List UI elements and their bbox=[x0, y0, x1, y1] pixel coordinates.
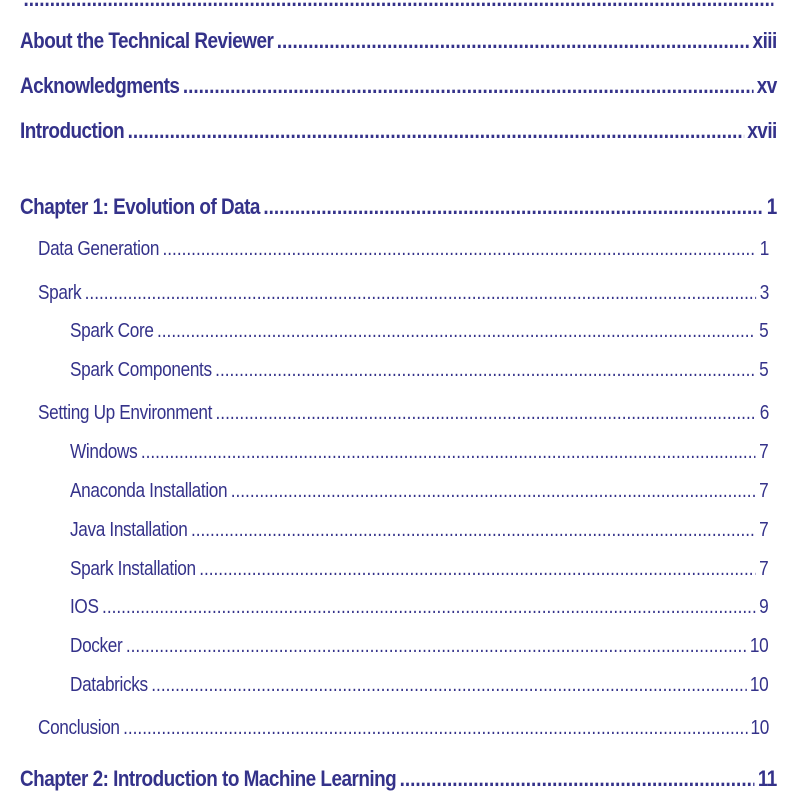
toc-page-number: 10 bbox=[749, 674, 769, 696]
toc-leader bbox=[183, 73, 753, 99]
toc-entry-java-installation[interactable] bbox=[70, 519, 768, 542]
toc-leader bbox=[128, 118, 744, 144]
toc-leader bbox=[126, 635, 747, 658]
toc-entry-label: About the Technical Reviewer bbox=[20, 28, 274, 53]
toc-entry-spark[interactable] bbox=[38, 282, 769, 305]
toc-entry-label: Spark Components bbox=[70, 359, 212, 381]
toc-entry-label: Chapter 2: Introduction to Machine Learning bbox=[20, 766, 397, 791]
toc-page-number: 3 bbox=[759, 282, 769, 304]
toc-entry-spark-core[interactable] bbox=[70, 320, 768, 343]
toc-entry-label: Docker bbox=[70, 635, 123, 657]
toc-page-number: 7 bbox=[759, 558, 769, 580]
toc-page-number: 10 bbox=[749, 635, 769, 657]
toc-entry-label: Introduction bbox=[20, 118, 125, 143]
toc-entry-acknowledgments[interactable] bbox=[20, 73, 777, 99]
toc-entry-label: Anaconda Installation bbox=[70, 480, 228, 502]
toc-entry-introduction[interactable] bbox=[20, 118, 777, 144]
toc-entry-label: Conclusion bbox=[38, 717, 120, 739]
toc-entry-label: Spark Installation bbox=[70, 558, 196, 580]
toc-page-number: 1 bbox=[766, 194, 777, 219]
toc-entry-anaconda-installation[interactable] bbox=[70, 480, 768, 503]
toc-page-number: 10 bbox=[750, 717, 769, 739]
toc-leader bbox=[102, 596, 756, 619]
toc-page-number: 9 bbox=[759, 596, 769, 618]
toc-entry-label: Data Generation bbox=[38, 238, 160, 260]
toc-entry-label: Windows bbox=[70, 441, 138, 463]
toc-entry-label: Spark bbox=[38, 282, 82, 304]
toc-leader bbox=[199, 558, 755, 581]
toc-leader bbox=[215, 359, 755, 382]
toc-entry-conclusion[interactable] bbox=[38, 717, 769, 740]
toc-entry-data-generation[interactable] bbox=[38, 238, 769, 261]
toc-page-number: 6 bbox=[759, 402, 769, 424]
toc-page-number: 7 bbox=[759, 519, 769, 541]
toc-entry-label: Setting Up Environment bbox=[38, 402, 213, 424]
toc-entry-label: Databricks bbox=[70, 674, 148, 696]
toc-page-number: 1 bbox=[759, 238, 769, 260]
toc-entry-setting-up-environment[interactable] bbox=[38, 402, 769, 425]
toc-leader bbox=[277, 28, 749, 54]
toc-leader bbox=[141, 441, 756, 464]
toc-entry-databricks[interactable] bbox=[70, 674, 768, 697]
toc-entry-label: Java Installation bbox=[70, 519, 188, 541]
toc-leader bbox=[151, 674, 746, 697]
toc-page-number: 11 bbox=[757, 766, 777, 791]
toc-leader bbox=[216, 402, 757, 425]
toc-entry-spark-installation[interactable] bbox=[70, 558, 768, 581]
toc-entry-label: IOS bbox=[70, 596, 99, 618]
toc-entry-label: Acknowledgments bbox=[20, 73, 180, 98]
toc-leader bbox=[23, 0, 773, 12]
toc-leader bbox=[162, 238, 756, 261]
toc-leader bbox=[123, 717, 747, 740]
toc-page-number: 7 bbox=[759, 480, 769, 502]
toc-leader bbox=[157, 320, 756, 343]
toc-entry-about-technical-reviewer[interactable] bbox=[20, 28, 777, 54]
toc-leader bbox=[231, 480, 756, 503]
toc-entry-chapter-1[interactable] bbox=[20, 194, 777, 220]
toc-page-number: xiii bbox=[752, 28, 777, 53]
cut-off-toc-row bbox=[20, 0, 777, 12]
toc-entry-label: Spark Core bbox=[70, 320, 154, 342]
toc-leader bbox=[400, 766, 755, 792]
toc-leader bbox=[191, 519, 756, 542]
toc-entry-windows[interactable] bbox=[70, 441, 768, 464]
toc-entry-label: Chapter 1: Evolution of Data bbox=[20, 194, 260, 219]
toc-page-number: xvii bbox=[747, 118, 777, 143]
toc-page-number: xv bbox=[756, 73, 777, 98]
toc-page-number: 7 bbox=[759, 441, 769, 463]
toc-page-number: 5 bbox=[759, 359, 769, 381]
toc-entry-chapter-2[interactable] bbox=[20, 766, 777, 792]
toc-entry-docker[interactable] bbox=[70, 635, 768, 658]
toc-leader bbox=[85, 282, 757, 305]
toc-page-number: 5 bbox=[759, 320, 769, 342]
toc-leader bbox=[263, 194, 763, 220]
toc-entry-ios[interactable] bbox=[70, 596, 768, 619]
toc-entry-spark-components[interactable] bbox=[70, 359, 768, 382]
